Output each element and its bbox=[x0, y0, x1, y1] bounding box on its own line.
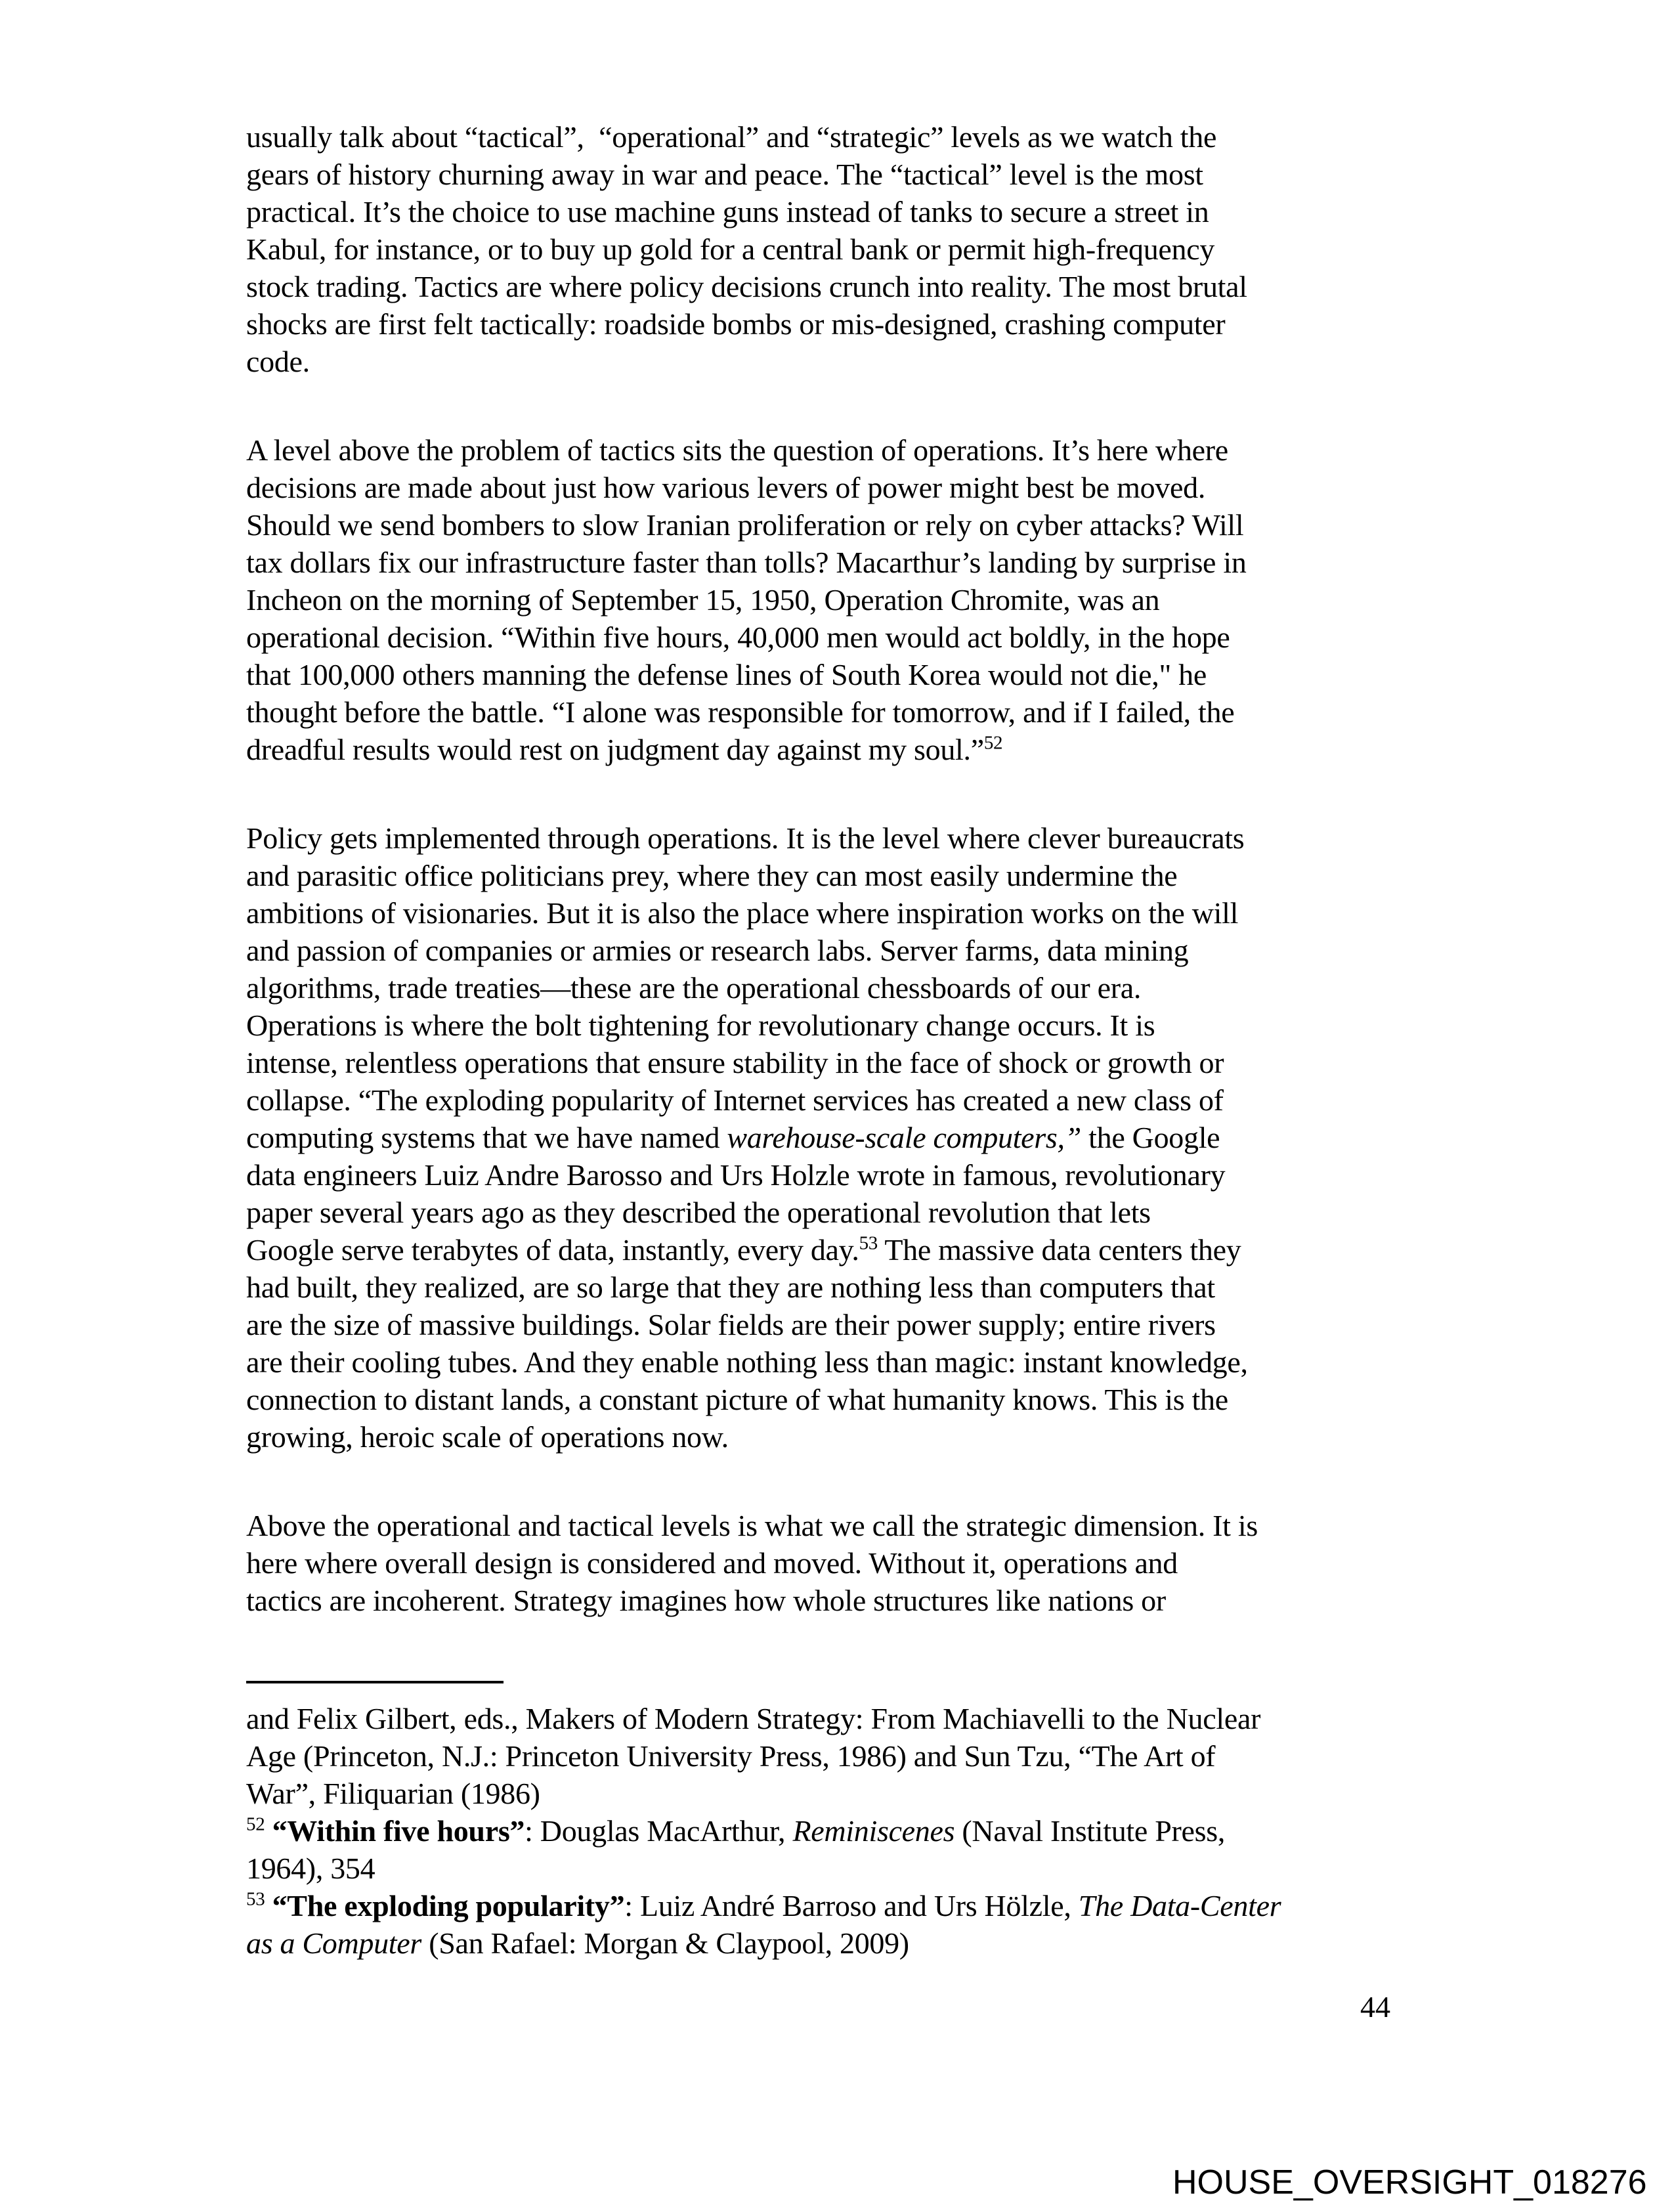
text-line bbox=[246, 1507, 1258, 1544]
text-line bbox=[246, 1418, 1258, 1456]
text-segment: are the size of massive buildings. Solar fields are their power supply; entire rivers bbox=[246, 1308, 1216, 1341]
text-segment: Operations is where the bolt tightening for revolutionary change occurs. It is bbox=[246, 1008, 1155, 1042]
text-line bbox=[246, 469, 1258, 506]
text-segment: Policy gets implemented through operations. It is the level where clever bureaucrats bbox=[246, 821, 1245, 855]
text-line bbox=[246, 1544, 1258, 1582]
text-line bbox=[246, 156, 1258, 193]
text-segment: Incheon on the morning of September 15, 1950, Operation Chromite, was an bbox=[246, 583, 1160, 617]
text-segment: thought before the battle. “I alone was responsible for tomorrow, and if I failed, the bbox=[246, 695, 1235, 729]
text-segment: tax dollars fix our infrastructure faster than tolls? Macarthur’s landing by surprise in bbox=[246, 546, 1247, 579]
text-segment: decisions are made about just how various levers of power might best be moved. bbox=[246, 471, 1206, 504]
text-line bbox=[246, 1007, 1258, 1044]
text-line bbox=[246, 506, 1258, 544]
footnote bbox=[246, 1887, 1281, 1962]
paragraph bbox=[246, 1507, 1258, 1619]
text-line bbox=[246, 1343, 1258, 1381]
text-line bbox=[246, 656, 1258, 693]
footnotes bbox=[246, 1700, 1281, 1962]
footnote-separator bbox=[246, 1681, 504, 1683]
body-text bbox=[246, 118, 1258, 1670]
text-line bbox=[246, 1737, 1281, 1775]
text-segment: intense, relentless operations that ensure stability in the face of shock or growth or bbox=[246, 1046, 1224, 1079]
text-line bbox=[246, 932, 1258, 969]
text-line bbox=[246, 230, 1258, 268]
text-segment: Above the operational and tactical levels is what we call the strategic dimension. It is bbox=[246, 1509, 1258, 1542]
text-segment: : Douglas MacArthur, bbox=[525, 1814, 793, 1848]
text-segment: “Within five hours” bbox=[272, 1814, 525, 1848]
text-segment: growing, heroic scale of operations now. bbox=[246, 1420, 729, 1454]
text-segment: paper several years ago as they described the operational revolution that lets bbox=[246, 1196, 1151, 1229]
text-segment: warehouse-scale computers,” bbox=[727, 1121, 1081, 1154]
text-line bbox=[246, 1081, 1258, 1119]
text-segment: that 100,000 others manning the defense lines of South Korea would not die," he bbox=[246, 658, 1207, 691]
text-segment: The massive data centers they bbox=[877, 1233, 1241, 1267]
text-segment: (Naval Institute Press, bbox=[955, 1814, 1226, 1848]
text-line bbox=[246, 1119, 1258, 1156]
text-segment: 1964), 354 bbox=[246, 1852, 376, 1885]
text-line bbox=[246, 544, 1258, 581]
text-segment: gears of history churning away in war and peace. The “tactical” level is the most bbox=[246, 158, 1203, 191]
text-segment: code. bbox=[246, 345, 310, 378]
footnote-ref: 52 bbox=[246, 1813, 265, 1835]
text-line bbox=[246, 693, 1258, 731]
text-segment: collapse. “The exploding popularity of Internet services has created a new class of bbox=[246, 1083, 1224, 1117]
text-segment: : Luiz André Barroso and Urs Hölzle, bbox=[624, 1889, 1079, 1922]
text-segment: The Data-Center bbox=[1078, 1889, 1281, 1922]
text-segment: Age (Princeton, N.J.: Princeton University Press, 1986) and Sun Tzu, “The Art of bbox=[246, 1739, 1216, 1773]
text-line bbox=[246, 969, 1258, 1007]
text-segment: data engineers Luiz Andre Barosso and Urs Holzle wrote in famous, revolutionary bbox=[246, 1158, 1226, 1192]
text-line bbox=[246, 1044, 1258, 1081]
text-segment: shocks are first felt tactically: roadside bombs or mis-designed, crashing computer bbox=[246, 307, 1226, 341]
page-number: 44 bbox=[1360, 1990, 1390, 2024]
text-line bbox=[246, 1156, 1258, 1194]
text-segment: dreadful results would rest on judgment day against my soul.” bbox=[246, 733, 984, 766]
text-line bbox=[246, 343, 1258, 380]
paragraph bbox=[246, 431, 1258, 768]
text-segment: and passion of companies or armies or research labs. Server farms, data mining bbox=[246, 934, 1189, 967]
text-segment: ambitions of visionaries. But it is also the place where inspiration works on the will bbox=[246, 896, 1239, 930]
text-segment: had built, they realized, are so large that they are nothing less than computers that bbox=[246, 1270, 1215, 1304]
text-line bbox=[246, 1887, 1281, 1924]
text-line bbox=[246, 193, 1258, 230]
text-segment: are their cooling tubes. And they enable nothing less than magic: instant knowledge, bbox=[246, 1345, 1248, 1379]
text-segment: practical. It’s the choice to use machine guns instead of tanks to secure a street in bbox=[246, 195, 1209, 228]
text-line bbox=[246, 1924, 1281, 1962]
text-line bbox=[246, 731, 1258, 768]
text-line bbox=[246, 1269, 1258, 1306]
text-segment: Reminiscenes bbox=[792, 1814, 955, 1848]
text-segment: (San Rafael: Morgan & Claypool, 2009) bbox=[421, 1926, 909, 1960]
text-line bbox=[246, 1306, 1258, 1343]
text-line bbox=[246, 1582, 1258, 1619]
text-segment: algorithms, trade treaties—these are the operational chessboards of our era. bbox=[246, 971, 1142, 1005]
text-line bbox=[246, 1812, 1281, 1850]
text-line bbox=[246, 305, 1258, 343]
text-line bbox=[246, 1381, 1258, 1418]
text-segment: operational decision. “Within five hours, 40,000 men would act boldly, in the hope bbox=[246, 620, 1230, 654]
text-segment: stock trading. Tactics are where policy decisions crunch into reality. The most brutal bbox=[246, 270, 1247, 303]
text-segment: “The exploding popularity” bbox=[272, 1889, 625, 1922]
text-segment: War”, Filiquarian (1986) bbox=[246, 1777, 540, 1810]
text-segment: Should we send bombers to slow Iranian proliferation or rely on cyber attacks? Will bbox=[246, 508, 1244, 542]
text-segment: as a Computer bbox=[246, 1926, 422, 1960]
text-segment: and parasitic office politicians prey, where they can most easily undermine the bbox=[246, 859, 1178, 892]
footnote-ref: 53 bbox=[859, 1232, 878, 1254]
paragraph bbox=[246, 118, 1258, 380]
text-segment: tactics are incoherent. Strategy imagines how whole structures like nations or bbox=[246, 1584, 1166, 1617]
text-segment: Google serve terabytes of data, instantly, every day. bbox=[246, 1233, 859, 1267]
text-segment bbox=[265, 1814, 272, 1848]
text-segment: here where overall design is considered and moved. Without it, operations and bbox=[246, 1546, 1178, 1580]
footnote-ref: 52 bbox=[983, 732, 1003, 754]
text-segment: and Felix Gilbert, eds., Makers of Modern Strategy: From Machiavelli to the Nuclear bbox=[246, 1702, 1261, 1735]
text-line bbox=[246, 857, 1258, 894]
bates-stamp: HOUSE_OVERSIGHT_018276 bbox=[1172, 2163, 1647, 2201]
text-segment: the Google bbox=[1081, 1121, 1220, 1154]
text-line bbox=[246, 1775, 1281, 1812]
text-line bbox=[246, 819, 1258, 857]
text-line bbox=[246, 581, 1258, 618]
text-segment: usually talk about “tactical”, “operational” and “strategic” levels as we watch the bbox=[246, 120, 1217, 154]
footnote-ref: 53 bbox=[246, 1888, 265, 1910]
text-line bbox=[246, 894, 1258, 932]
text-segment: computing systems that we have named bbox=[246, 1121, 727, 1154]
footnote bbox=[246, 1700, 1281, 1812]
text-segment bbox=[265, 1889, 272, 1922]
text-line bbox=[246, 268, 1258, 305]
text-line bbox=[246, 618, 1258, 656]
text-segment: connection to distant lands, a constant picture of what humanity knows. This is the bbox=[246, 1383, 1228, 1416]
paragraph bbox=[246, 819, 1258, 1456]
text-line bbox=[246, 431, 1258, 469]
text-segment: Kabul, for instance, or to buy up gold for a central bank or permit high-frequency bbox=[246, 232, 1215, 266]
text-line bbox=[246, 1194, 1258, 1231]
text-line bbox=[246, 1700, 1281, 1737]
text-line bbox=[246, 1850, 1281, 1887]
text-line bbox=[246, 118, 1258, 156]
text-line bbox=[246, 1231, 1258, 1269]
footnote bbox=[246, 1812, 1281, 1887]
text-segment: A level above the problem of tactics sits the question of operations. It’s here where bbox=[246, 433, 1228, 467]
